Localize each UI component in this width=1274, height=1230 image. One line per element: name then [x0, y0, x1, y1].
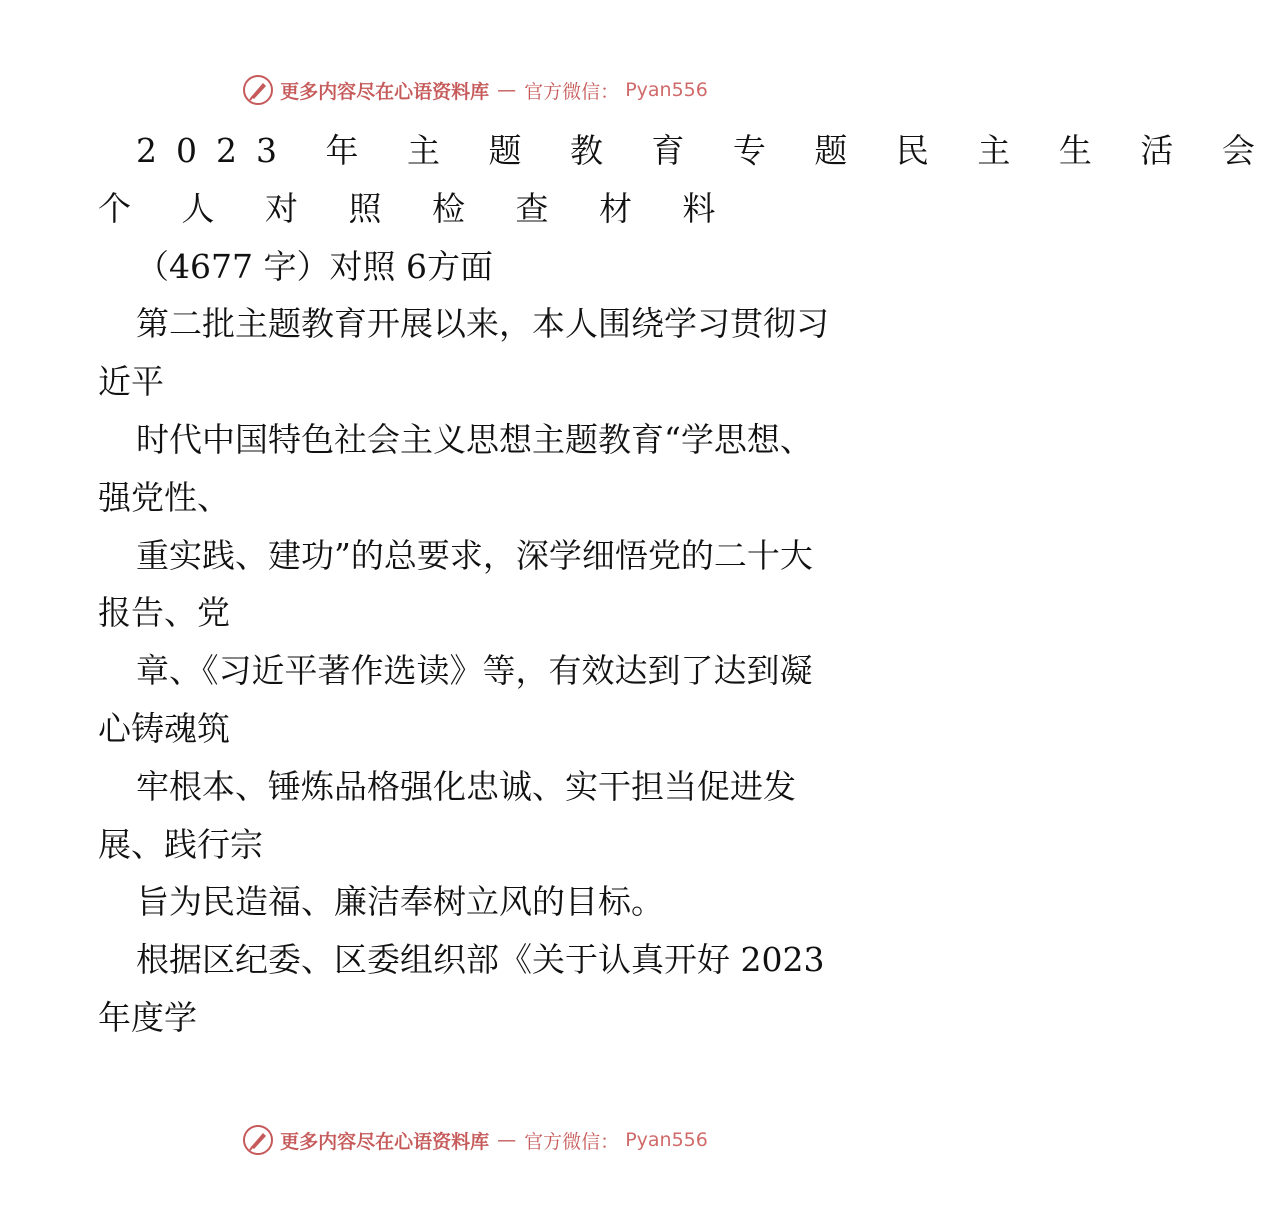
feather-pen-logo-icon	[242, 74, 274, 106]
paragraph-line: 近平	[98, 362, 164, 402]
paragraph-line: 重实践、建功”的总要求，深学细悟党的二十大	[136, 535, 813, 575]
paragraph-line: 展、践行宗	[98, 824, 263, 864]
paragraph-line: 第二批主题教育开展以来，本人围绕学习贯彻习	[136, 304, 829, 344]
footer-banner	[0, 1120, 950, 1160]
word-count-line: （4677 字）对照 6方面	[136, 246, 493, 286]
header-wechat-label: 官方微信：	[524, 80, 620, 103]
feather-pen-logo-icon	[242, 1124, 274, 1156]
footer-wechat-label: 官方微信：	[524, 1130, 620, 1153]
paragraph-line: 根据区纪委、区委组织部《关于认真开好 2023	[136, 940, 825, 980]
header-dash: —	[497, 79, 517, 101]
document-title-line-1: 2023 年 主 题 教 育 专 题 民 主 生 活 会	[136, 131, 1274, 170]
paragraph-line: 心铸魂筑	[98, 708, 230, 748]
paragraph-line: 章、《习近平著作选读》等，有效达到了达到凝	[136, 651, 813, 691]
footer-dash: —	[497, 1129, 517, 1151]
document-body	[98, 122, 1274, 1047]
footer-wechat-id: Pyan556	[625, 1129, 708, 1151]
paragraph-line: 强党性、	[98, 477, 230, 517]
header-wechat-id: Pyan556	[625, 79, 708, 101]
paragraph-line: 旨为民造福、廉洁奉树立风的目标。	[136, 882, 664, 922]
header-site-text: 更多内容尽在心语资料库	[280, 80, 490, 103]
paragraph-line: 报告、党	[98, 593, 230, 633]
paragraph-line: 牢根本、锤炼品格强化忠诚、实干担当促进发	[136, 766, 796, 806]
footer-site-text: 更多内容尽在心语资料库	[280, 1130, 490, 1153]
paragraph-line: 时代中国特色社会主义思想主题教育“学思想、	[136, 419, 813, 459]
paragraph-line: 年度学	[98, 997, 197, 1037]
document-title-line-2: 个 人 对 照 检 查 材 料	[98, 188, 736, 228]
header-banner	[0, 70, 950, 110]
